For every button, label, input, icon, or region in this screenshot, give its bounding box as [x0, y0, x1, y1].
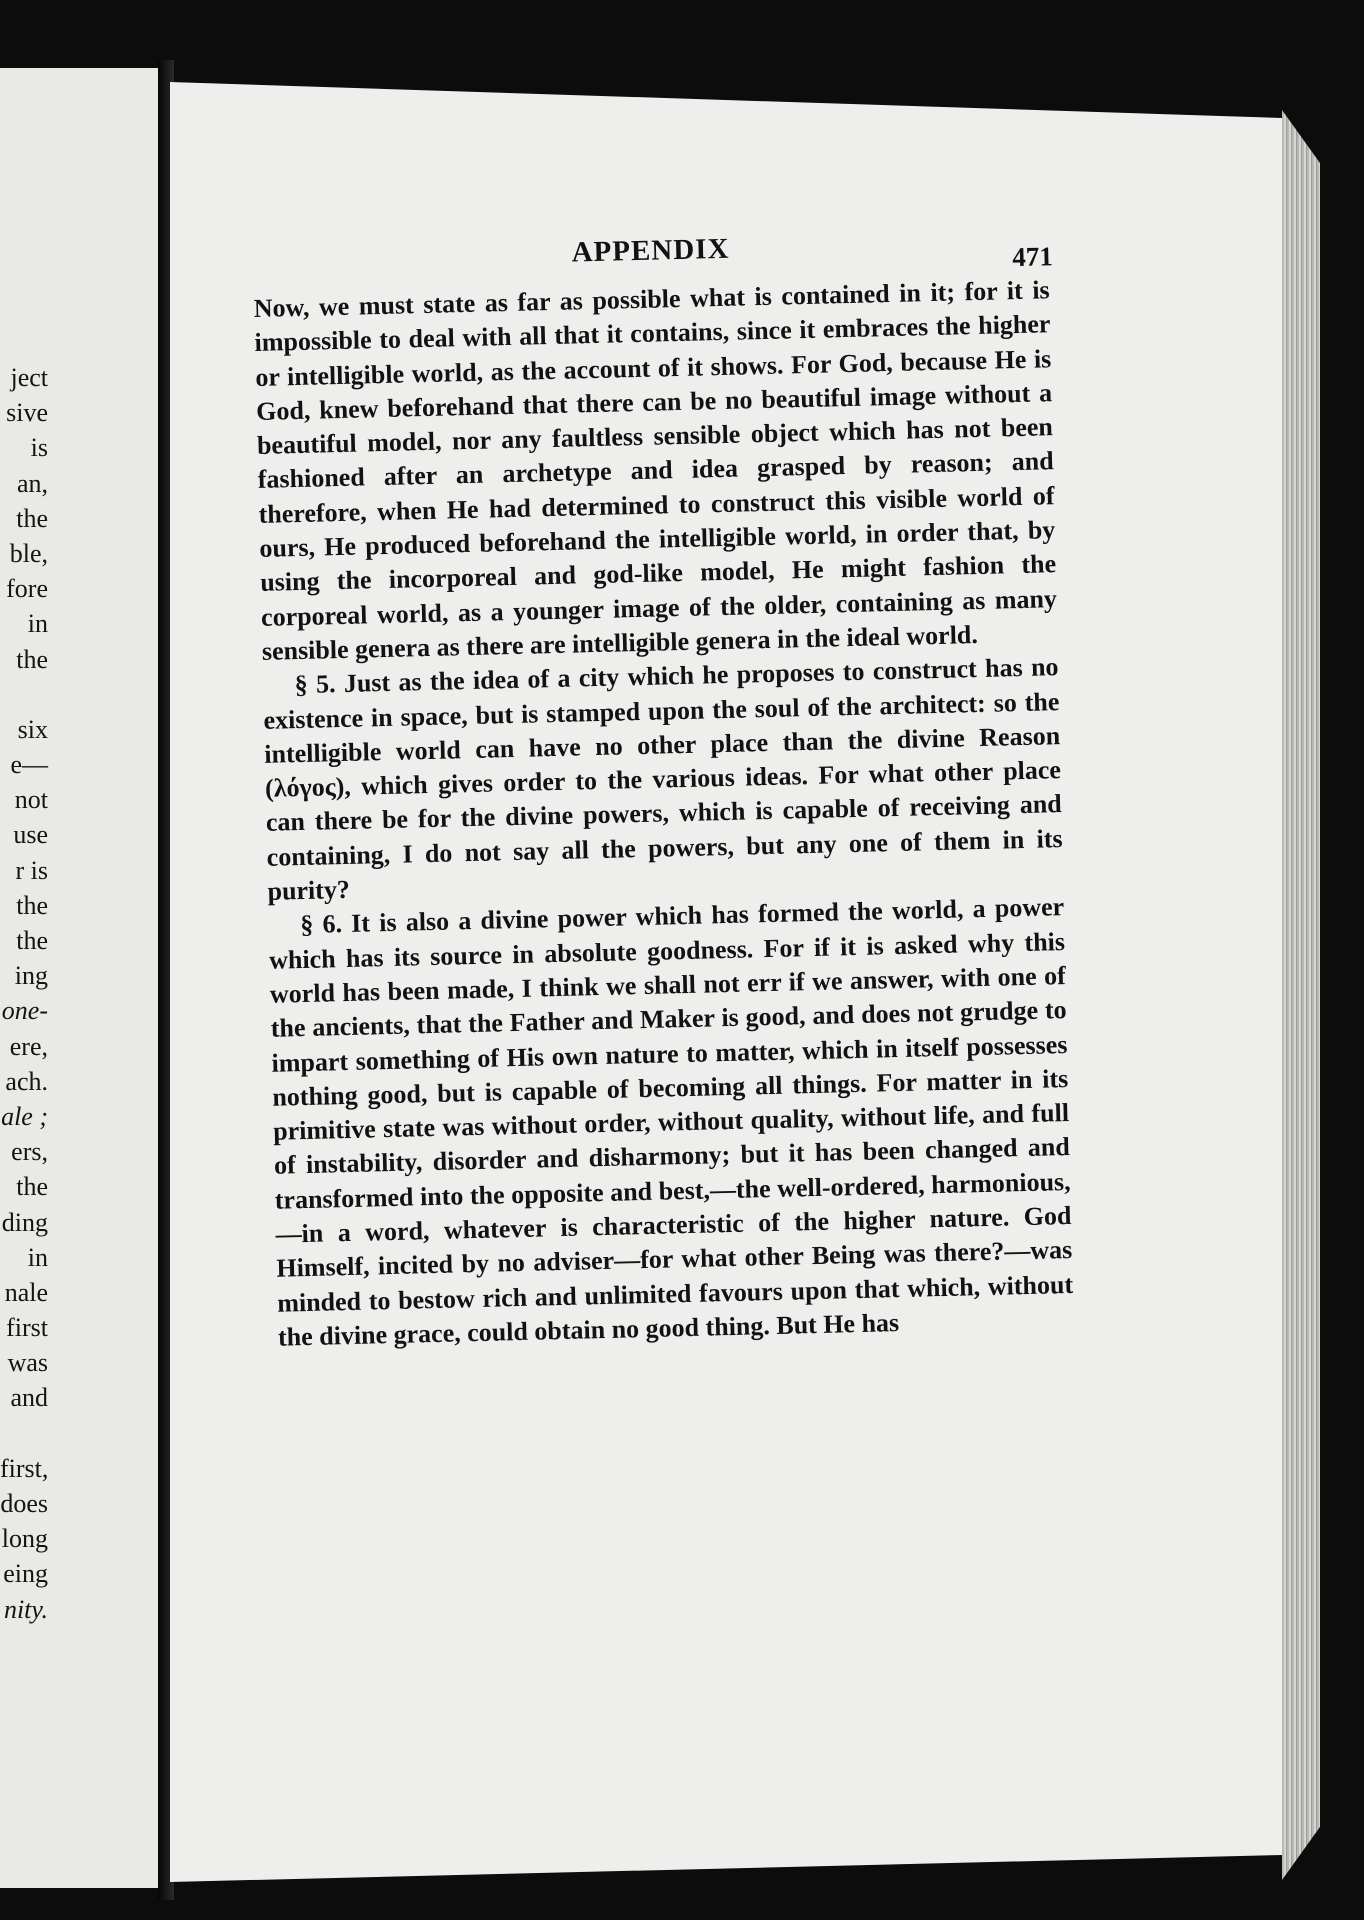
page-number: 471	[1011, 241, 1054, 273]
left-page-text-fragments	[0, 360, 48, 1627]
running-head: APPENDIX	[571, 232, 730, 269]
left-fragment-line: the	[16, 1172, 48, 1202]
left-fragment-line: is	[30, 433, 48, 463]
left-fragment-line: does	[0, 1489, 48, 1518]
left-fragment-line: ers,	[11, 1137, 48, 1167]
left-fragment-line: one-	[1, 996, 48, 1026]
left-fragment-line: was	[7, 1348, 48, 1378]
left-fragment-line: fore	[6, 574, 48, 604]
left-fragment-line: six	[17, 714, 48, 744]
left-fragment-line: an,	[16, 468, 48, 498]
page-edges	[1282, 110, 1320, 1880]
left-fragment-line: not	[14, 785, 48, 815]
left-fragment-line: in	[27, 1242, 48, 1272]
left-fragment-line: use	[13, 820, 48, 850]
paragraph-section-6: § 6. It is also a divine power which has formed the world, a power which has its source in absolute goodness. For if it is asked why this world has been made, I think we shall not err if we answer, with one of the ancients, that the Father and Maker is good, and does not grudge to impart something of His own nature to matter, which in itself possesses nothing good, but is capable of becoming all things. For matter in its primitive state was without order, without quality, without life, and full of instability, disorder and disharmony; but it has been changed and transformed into the opposite and best,—the well-ordered, harmonious,—in a word, whatever is characteristic of the higher nature. God Himself, incited by no adviser—for what other Being was there?—was minded to bestow rich and unlimited favours upon that which, without the divine grace, could obtain no good thing. But He has	[268, 892, 1074, 1352]
left-fragment-line: nale	[4, 1277, 48, 1307]
left-fragment-line: long	[1, 1524, 48, 1554]
left-fragment-line: sive	[6, 398, 48, 428]
left-fragment-line: ding	[1, 1207, 48, 1237]
left-fragment-line: r is	[15, 855, 48, 885]
left-fragment-line: ble,	[9, 538, 48, 568]
left-fragment-line: the	[16, 890, 48, 920]
paragraph-1: Now, we must state as far as possible what is contained in it; for it is impossible to deal with all that it contains, since it embraces the higher or intelligible world, as the account of it shows. For God, because He is God, knew beforehand that there can be no beautiful image without a beautiful model, nor any faultless sensible object which has not been fashioned after an archetype and idea grasped by reason; and therefore, when He had determined to construct this visible world of ours, He produced beforehand the intelligible world, in order that, by using the incorporeal and god-like model, He might fashion the corporeal world, as a younger image of the older, containing as many sensible genera as there are intelligible genera in the ideal world.	[253, 275, 1058, 666]
left-fragment-line: and	[10, 1383, 48, 1413]
left-fragment-line: in	[27, 609, 48, 639]
left-fragment-line: nity.	[3, 1594, 48, 1624]
page-text-block	[252, 213, 1074, 1355]
left-fragment-line: ject	[10, 363, 48, 392]
left-fragment-line: ale ;	[1, 1101, 48, 1131]
left-fragment-line: first,	[0, 1453, 49, 1483]
left-fragment-line: e—	[10, 750, 48, 780]
left-fragment-line	[0, 677, 48, 712]
body-text	[253, 273, 1074, 1355]
left-fragment-line: ach.	[5, 1066, 48, 1096]
left-fragment-line: first	[6, 1313, 48, 1343]
left-fragment-line: ere,	[9, 1031, 48, 1061]
left-fragment-line: the	[16, 503, 48, 533]
left-fragment-line: eing	[3, 1559, 48, 1589]
left-fragment-line: the	[16, 644, 48, 674]
left-fragment-line	[0, 1416, 48, 1451]
left-facing-page	[0, 68, 158, 1888]
left-fragment-line: the	[16, 926, 48, 955]
left-fragment-line: ing	[14, 961, 48, 991]
paragraph-section-5: § 5. Just as the idea of a city which he proposes to construct has no existence in space, but is stamped upon the soul of the architect: so the intelligible world can have no other place than the divine Reason (λόγος), which gives order to the various ideas. For what other place can there be for the divine powers, which is capable of receiving and containing, I do not say all the powers, but any one of them in its purity?	[263, 652, 1063, 906]
